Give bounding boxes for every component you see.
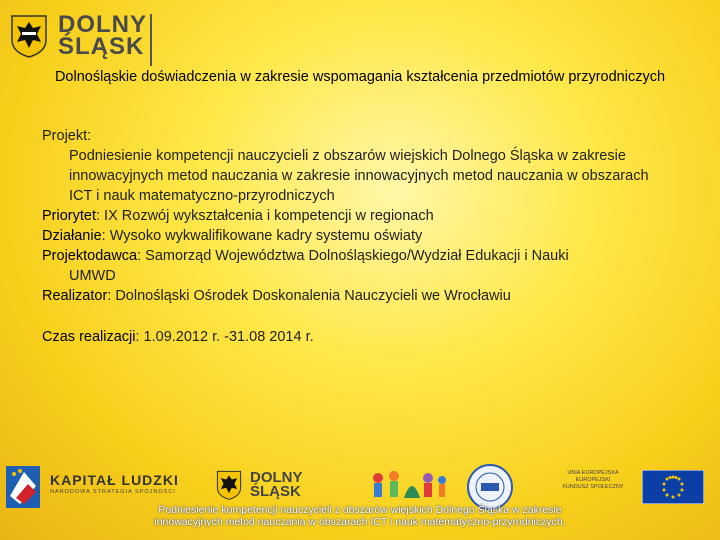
project-text: Podniesienie kompetencji nauczycieli z obszarów wiejskich Dolnego Śląska w zakresie innowacyjnych metod nauczania w zakresie innowacyjnych metod nauczania w obszarach ICT i nauk matematyczno-przyrodniczych (69, 148, 649, 204)
proposer-line (42, 246, 662, 266)
action-label: Działanie (42, 228, 102, 244)
action-value: : Wysoko wykwalifikowane kadry systemu oświaty (101, 228, 423, 244)
footer-caption-line-1: Podniesienie kompetencji nauczycieli z obszarów wiejskich Dolnego Śląska w zakresie (158, 504, 562, 516)
slide-title: Dolnośląskie doświadczenia w zakresie wspomagania kształcenia przedmiotów przyrodniczych (54, 69, 666, 85)
period-value: : 1.09.2012 r. -31.08 2014 r. (135, 329, 314, 345)
kl-sub-text: NARODOWA STRATEGIA SPÓJNOŚCI (50, 489, 176, 495)
logo-text (58, 11, 147, 60)
proposer-value: : Samorząd Województwa Dolnośląskiego/Wydział Edukacji i Nauki (137, 248, 569, 264)
kl-main-text: KAPITAŁ LUDZKI (50, 472, 179, 488)
period-line (42, 327, 662, 347)
footer-logo-line-2: ŚLĄSK (250, 483, 301, 500)
coat-of-arms-icon (10, 14, 48, 58)
footer-caption-line-2: innowacyjnych metod nauczania w obszarach ICT i nauk matematyczno-przyrodniczych. (154, 516, 566, 528)
coat-of-arms-icon (216, 470, 242, 500)
spacer (42, 306, 662, 327)
eu-social-fund-text (552, 470, 634, 491)
action-line (42, 226, 662, 246)
poland-flag-icon (6, 466, 40, 508)
implementer-line (42, 286, 662, 306)
footer-caption (0, 504, 720, 528)
children-illustration-icon (368, 466, 448, 506)
logo-separator (150, 14, 152, 66)
project-label: Projekt: (42, 128, 92, 144)
ue-line: EUROPEJSKI (575, 477, 611, 483)
kapital-ludzki-logo (50, 472, 179, 495)
priority-line (42, 206, 662, 226)
proposer-label: Projektodawca (42, 248, 138, 264)
eu-flag-icon (642, 470, 704, 504)
proposer-value-2: UMWD (69, 268, 116, 284)
logo-line-1: DOLNY (58, 11, 147, 38)
dolny-slask-footer-logo (216, 470, 303, 500)
ue-line: UNIA EUROPEJSKA (567, 470, 619, 476)
slide-content (42, 126, 662, 347)
logo-line-2: ŚLĄSK (58, 33, 145, 60)
implementer-label: Realizator (42, 288, 108, 304)
ue-line: FUNDUSZ SPOŁECZNY (562, 484, 624, 490)
footer-logo-line-1: DOLNY (250, 469, 303, 486)
footer (0, 462, 720, 540)
dolny-slask-logo (10, 8, 147, 64)
priority-value: : IX Rozwój wykształcenia i kompetencji w regionach (96, 208, 434, 224)
period-label: Czas realizacji (42, 329, 136, 345)
implementer-value: : Dolnośląski Ośrodek Doskonalenia Nauczycieli we Wrocławiu (107, 288, 511, 304)
footer-logo-text (250, 471, 303, 499)
priority-label: Priorytet (42, 208, 96, 224)
